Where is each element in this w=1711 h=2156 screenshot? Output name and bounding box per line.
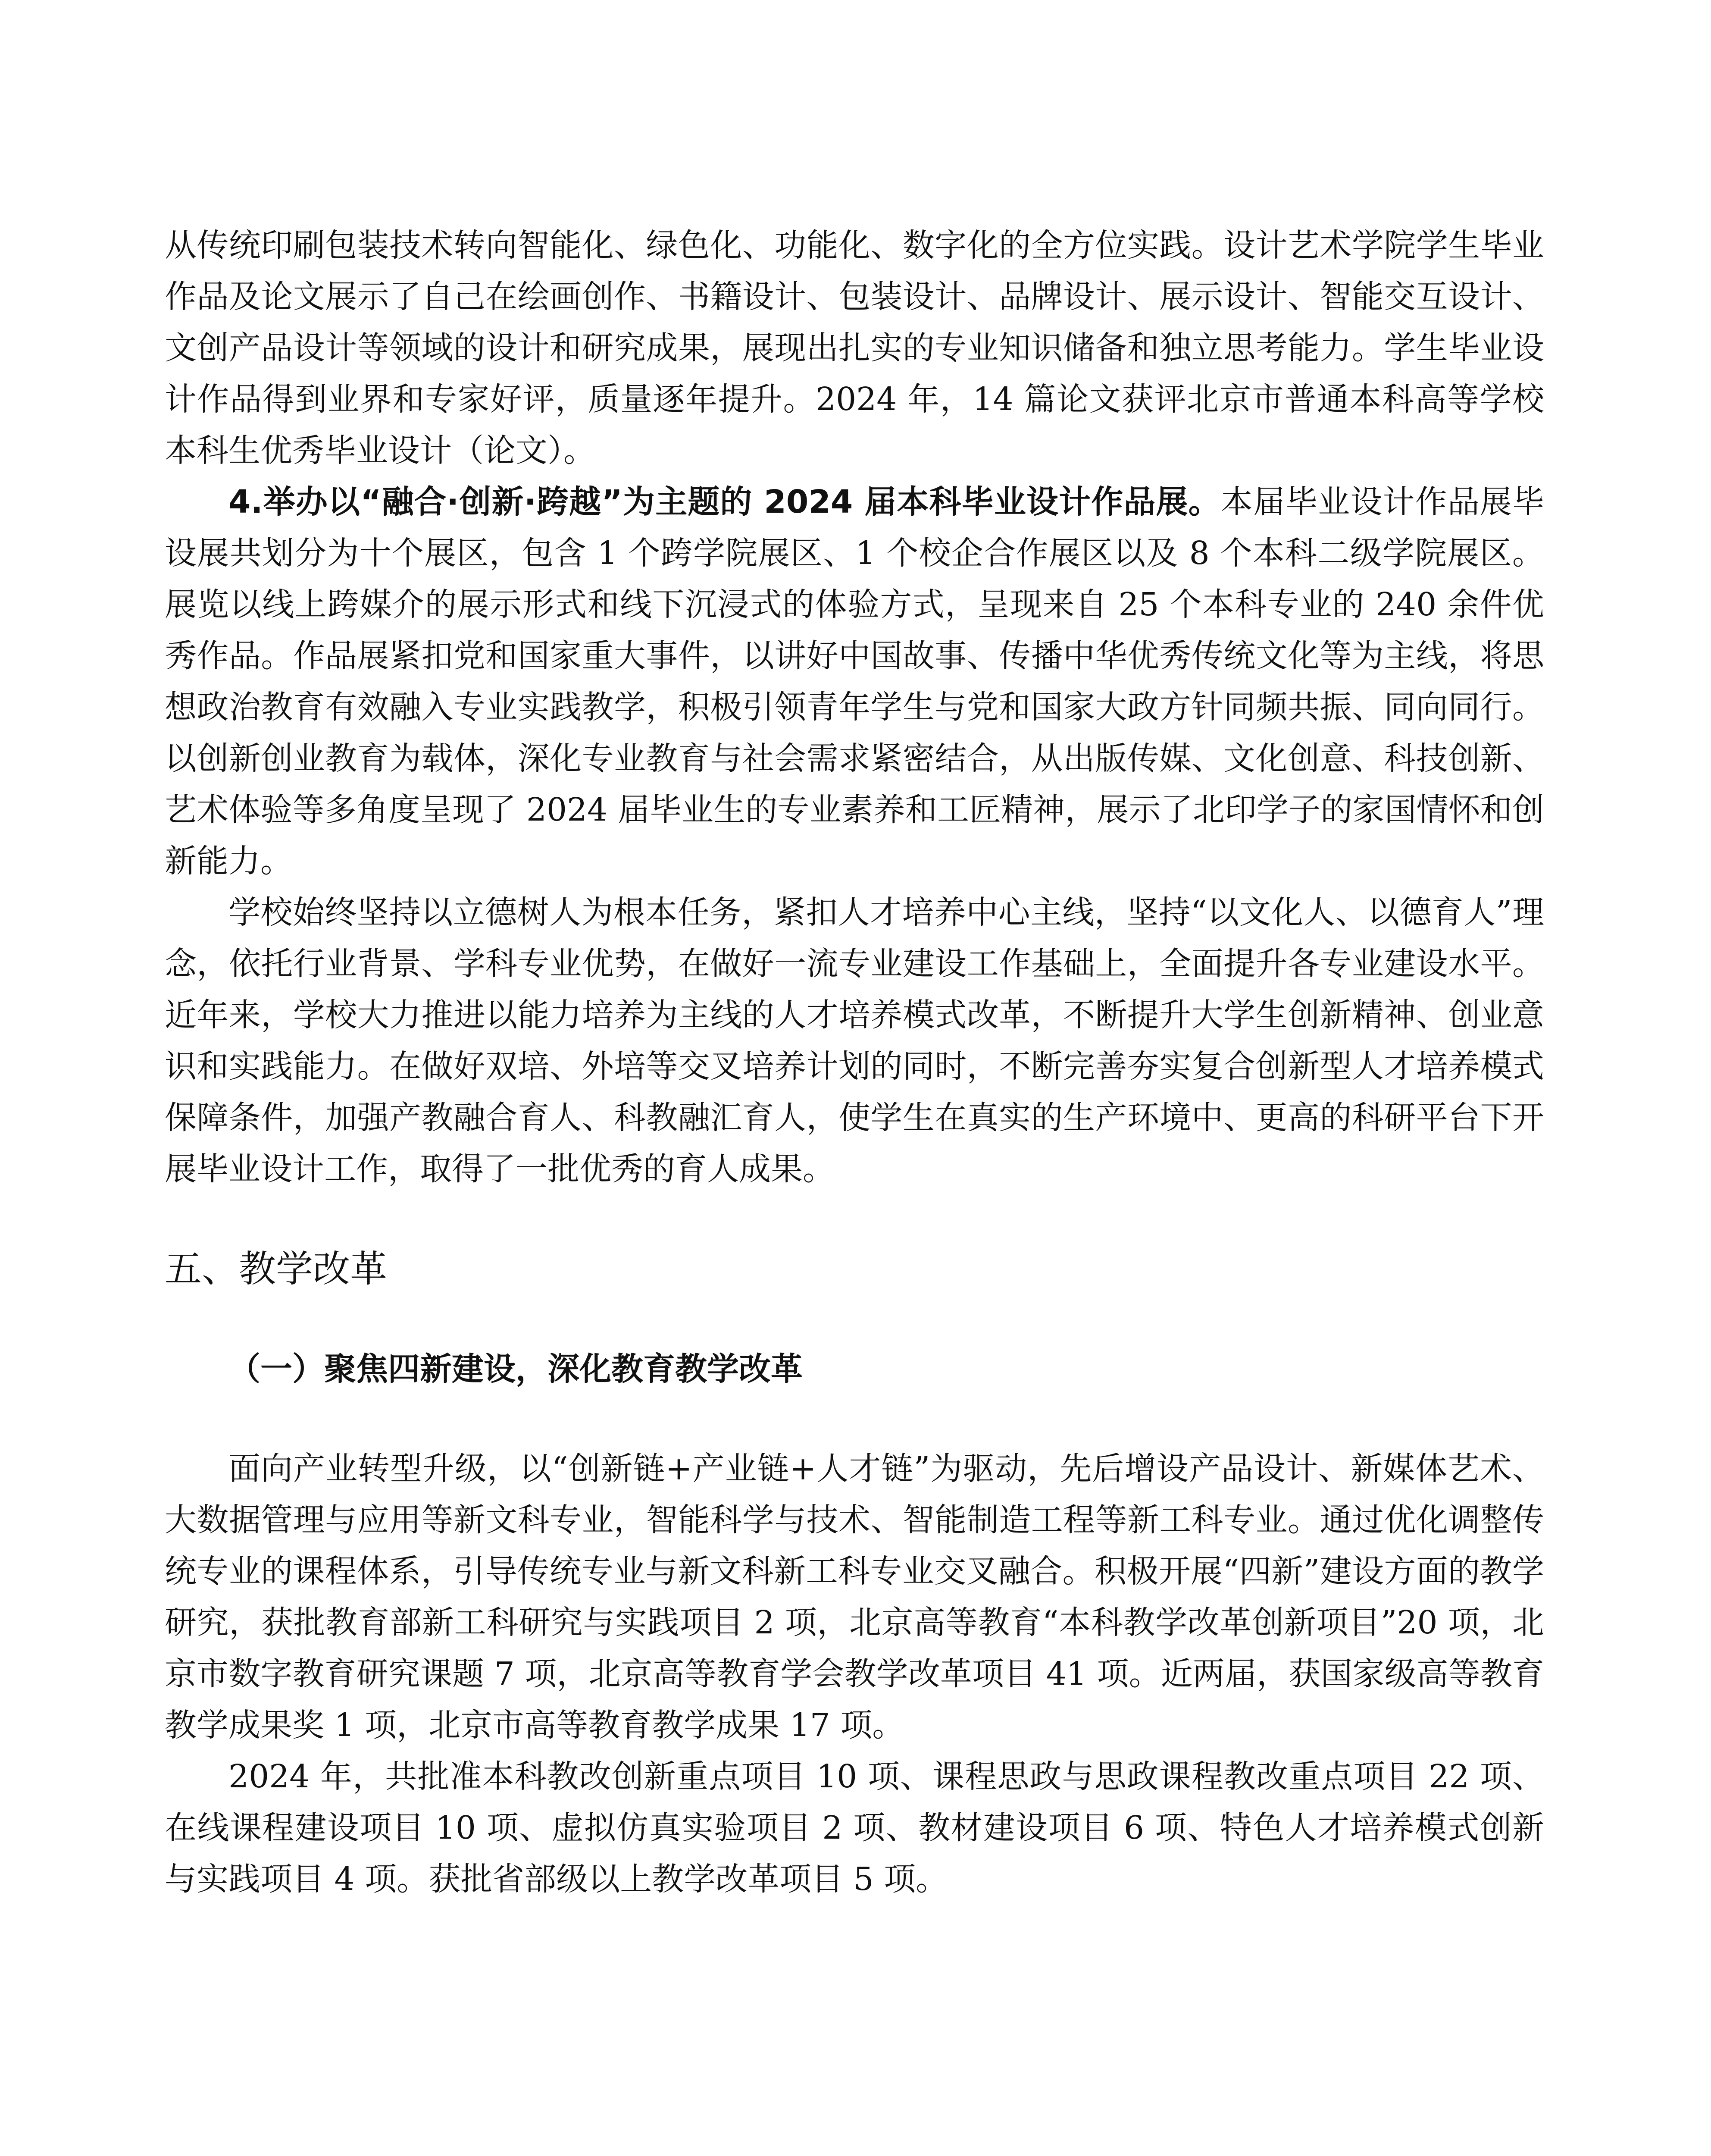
paragraph-four-new-construction: 面向产业转型升级，以“创新链+产业链+人才链”为驱动，先后增设产品设计、新媒体艺术、大数据管理与应用等新文科专业，智能科学与技术、智能制造工程等新工科专业。通过优化调整传统专业的课程体系，引导传统专业与新文科新工科专业交叉融合。积极开展“四新”建设方面的教学研究，获批教育部新工科研究与实践项目 2 项，北京高等教育“本科教学改革创新项目”20 项，北京市数字教育研究课题 7 项，北京高等教育学会教学改革项目 41 项。近两届，获国家级高等教育教学成果奖 1 项，北京市高等教育教学成果 17 项。 xyxy=(165,1450,1544,1744)
paragraph-graduation-works: 从传统印刷包装技术转向智能化、绿色化、功能化、数字化的全方位实践。设计艺术学院学生毕业作品及论文展示了自己在绘画创作、书籍设计、包装设计、品牌设计、展示设计、智能交互设计、文创产品设计等领域的设计和研究成果，展现出扎实的专业知识储备和独立思考能力。学生毕业设计作品得到业界和专家好评，质量逐年提升。2024 年，14 篇论文获评北京市普通本科高等学校本科生优秀毕业设计（论文）。 xyxy=(165,227,1544,469)
paragraph-2024-projects: 2024 年，共批准本科教改创新重点项目 10 项、课程思政与思政课程教改重点项目 22 项、在线课程建设项目 10 项、虚拟仿真实验项目 2 项、教材建设项目 6 项、特色人才培养模式创新与实践项目 4 项。获批省部级以上教学改革项目 5 项。 xyxy=(165,1758,1544,1898)
page-body xyxy=(165,220,1544,1905)
paragraph-talent-cultivation: 学校始终坚持以立德树人为根本任务，紧扣人才培养中心主线，坚持“以文化人、以德育人”理念，依托行业背景、学科专业优势，在做好一流专业建设工作基础上，全面提升各专业建设水平。近年来，学校大力推进以能力培养为主线的人才培养模式改革，不断提升大学生创新精神、创业意识和实践能力。在做好双培、外培等交叉培养计划的同时，不断完善夯实复合创新型人才培养模式保障条件，加强产教融合育人、科教融汇育人，使学生在真实的生产环境中、更高的科研平台下开展毕业设计工作，取得了一批优秀的育人成果。 xyxy=(165,894,1544,1188)
exhibition-lead-heading: 4.举办以“融合·创新·跨越”为主题的 2024 届本科毕业设计作品展。 xyxy=(228,483,1221,520)
paragraph-graduation-exhibition xyxy=(165,476,1544,887)
section-heading-teaching-reform: 五、教学改革 xyxy=(165,1247,387,1291)
exhibition-body-text: 本届毕业设计作品展毕设展共划分为十个展区，包含 1 个跨学院展区、1 个校企合作展区以及 8 个本科二级学院展区。展览以线上跨媒介的展示形式和线下沉浸式的体验方式，呈现来自 25 个本科专业的 240 余件优秀作品。作品展紧扣党和国家重大事件，以讲好中国故事、传播中华优秀传统文化等为主线，将思想政治教育有效融入专业实践教学，积极引领青年学生与党和国家大政方针同频共振、同向同行。以创新创业教育为载体，深化专业教育与社会需求紧密结合，从出版传媒、文化创意、科技创新、艺术体验等多角度呈现了 2024 届毕业生的专业素养和工匠精神，展示了北印学子的家国情怀和创新能力。 xyxy=(165,483,1545,880)
subsection-heading-four-new: （一）聚焦四新建设，深化教育教学改革 xyxy=(228,1351,803,1388)
